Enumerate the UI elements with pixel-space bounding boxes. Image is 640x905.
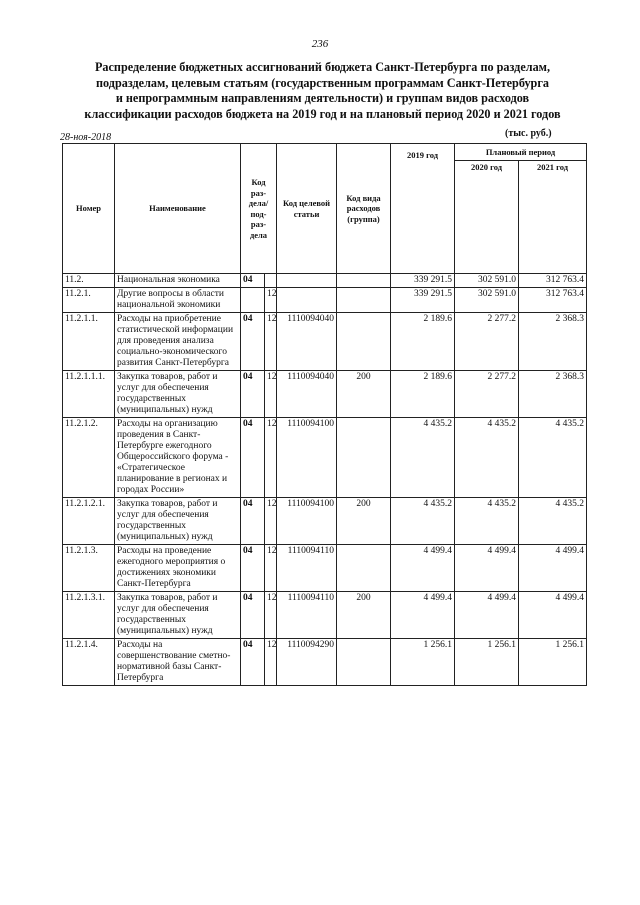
row-section-code: 04 (241, 592, 265, 639)
document-title (60, 60, 585, 122)
row-section-code: 04 (241, 418, 265, 498)
row-target-code: 1110094040 (277, 371, 337, 418)
row-expense-type (337, 639, 391, 686)
row-subsection-code: 12 (265, 313, 277, 371)
row-section-code (241, 288, 265, 313)
row-target-code: 1110094110 (277, 545, 337, 592)
row-amount-2019: 339 291.5 (391, 274, 455, 288)
title-line: и непрограммным направлениям деятельности) и группам видов расходов (115, 91, 530, 105)
row-amount-2021: 312 763.4 (519, 288, 587, 313)
budget-table-body (63, 274, 587, 686)
row-name: Расходы на проведение ежегодного мероприятия о достижениях экономики Санкт-Петербурга (115, 545, 241, 592)
budget-table (62, 143, 587, 686)
row-name: Другие вопросы в области национальной экономики (115, 288, 241, 313)
row-section-code: 04 (241, 274, 265, 288)
row-target-code (277, 274, 337, 288)
row-number: 11.2.1. (63, 288, 115, 313)
table-row (63, 592, 587, 639)
header-number: Номер (63, 144, 115, 274)
row-amount-2019: 2 189.6 (391, 371, 455, 418)
row-target-code: 1110094110 (277, 592, 337, 639)
row-number: 11.2. (63, 274, 115, 288)
table-row (63, 498, 587, 545)
row-expense-type: 200 (337, 371, 391, 418)
header-2020: 2020 год (455, 161, 519, 274)
row-section-code: 04 (241, 545, 265, 592)
row-target-code: 1110094290 (277, 639, 337, 686)
row-number: 11.2.1.1. (63, 313, 115, 371)
row-amount-2019: 1 256.1 (391, 639, 455, 686)
row-amount-2019: 4 499.4 (391, 592, 455, 639)
row-amount-2019: 339 291.5 (391, 288, 455, 313)
table-row (63, 274, 587, 288)
row-number: 11.2.1.2. (63, 418, 115, 498)
header-section: Код раз- дела/ под- раз- дела (241, 144, 277, 274)
row-amount-2019: 4 499.4 (391, 545, 455, 592)
row-amount-2021: 4 435.2 (519, 498, 587, 545)
row-amount-2021: 2 368.3 (519, 313, 587, 371)
row-expense-type (337, 288, 391, 313)
row-amount-2020: 302 591.0 (455, 274, 519, 288)
row-subsection-code: 12 (265, 498, 277, 545)
row-amount-2019: 4 435.2 (391, 418, 455, 498)
title-line: классификации расходов бюджета на 2019 год и на плановый период 2020 и 2021 годов (84, 106, 561, 121)
row-subsection-code: 12 (265, 592, 277, 639)
row-section-code: 04 (241, 639, 265, 686)
document-date: 28-ноя-2018 (60, 132, 112, 143)
header-name: Наименование (115, 144, 241, 274)
row-number: 11.2.1.1.1. (63, 371, 115, 418)
row-name: Расходы на приобретение статистической информации для проведения анализа социально-экономического развития Санкт-Петербурга (115, 313, 241, 371)
row-subsection-code: 12 (265, 371, 277, 418)
row-amount-2020: 302 591.0 (455, 288, 519, 313)
table-row (63, 313, 587, 371)
page-number: 236 (311, 38, 329, 50)
title-line: Распределение бюджетных ассигнований бюджета Санкт-Петербурга по разделам, (94, 60, 551, 74)
row-amount-2019: 4 435.2 (391, 498, 455, 545)
header-expense-type: Код вида расходов (группа) (337, 144, 391, 274)
row-subsection-code: 12 (265, 418, 277, 498)
row-subsection-code: 12 (265, 545, 277, 592)
row-expense-type (337, 418, 391, 498)
row-amount-2020: 2 277.2 (455, 313, 519, 371)
row-amount-2020: 4 499.4 (455, 592, 519, 639)
row-name: Национальная экономика (115, 274, 241, 288)
row-name: Расходы на совершенствование сметно-нормативной базы Санкт-Петербурга (115, 639, 241, 686)
table-row (63, 288, 587, 313)
table-row (63, 371, 587, 418)
row-name: Закупка товаров, работ и услуг для обеспечения государственных (муниципальных) нужд (115, 498, 241, 545)
row-expense-type (337, 274, 391, 288)
row-amount-2020: 2 277.2 (455, 371, 519, 418)
row-name: Закупка товаров, работ и услуг для обеспечения государственных (муниципальных) нужд (115, 592, 241, 639)
row-amount-2021: 4 435.2 (519, 418, 587, 498)
row-number: 11.2.1.4. (63, 639, 115, 686)
row-name: Закупка товаров, работ и услуг для обеспечения государственных (муниципальных) нужд (115, 371, 241, 418)
header-2019: 2019 год (391, 144, 455, 274)
row-section-code: 04 (241, 313, 265, 371)
row-amount-2021: 2 368.3 (519, 371, 587, 418)
row-subsection-code: 12 (265, 288, 277, 313)
row-section-code: 04 (241, 371, 265, 418)
row-subsection-code (265, 274, 277, 288)
row-target-code: 1110094100 (277, 418, 337, 498)
row-expense-type (337, 313, 391, 371)
row-expense-type: 200 (337, 498, 391, 545)
row-amount-2021: 4 499.4 (519, 592, 587, 639)
row-number: 11.2.1.2.1. (63, 498, 115, 545)
row-section-code: 04 (241, 498, 265, 545)
table-row (63, 545, 587, 592)
row-expense-type (337, 545, 391, 592)
row-amount-2021: 4 499.4 (519, 545, 587, 592)
row-amount-2020: 4 435.2 (455, 418, 519, 498)
row-number: 11.2.1.3.1. (63, 592, 115, 639)
header-planned-period: Плановый период (455, 144, 587, 161)
row-target-code: 1110094040 (277, 313, 337, 371)
row-amount-2020: 4 499.4 (455, 545, 519, 592)
row-expense-type: 200 (337, 592, 391, 639)
table-row (63, 639, 587, 686)
title-line: подразделам, целевым статьям (государственным программам Санкт-Петербурга (96, 75, 549, 90)
header-target: Код целевой статьи (277, 144, 337, 274)
row-subsection-code: 12 (265, 639, 277, 686)
row-target-code: 1110094100 (277, 498, 337, 545)
row-amount-2020: 1 256.1 (455, 639, 519, 686)
row-name: Расходы на организацию проведения в Санкт-Петербурге ежегодного Общероссийского форума - «Стратегическое планирование в регионах и городах России» (115, 418, 241, 498)
row-amount-2021: 312 763.4 (519, 274, 587, 288)
row-amount-2019: 2 189.6 (391, 313, 455, 371)
units-label: (тыс. руб.) (505, 128, 552, 139)
row-number: 11.2.1.3. (63, 545, 115, 592)
row-target-code (277, 288, 337, 313)
row-amount-2021: 1 256.1 (519, 639, 587, 686)
row-amount-2020: 4 435.2 (455, 498, 519, 545)
table-row (63, 418, 587, 498)
header-2021: 2021 год (519, 161, 587, 274)
